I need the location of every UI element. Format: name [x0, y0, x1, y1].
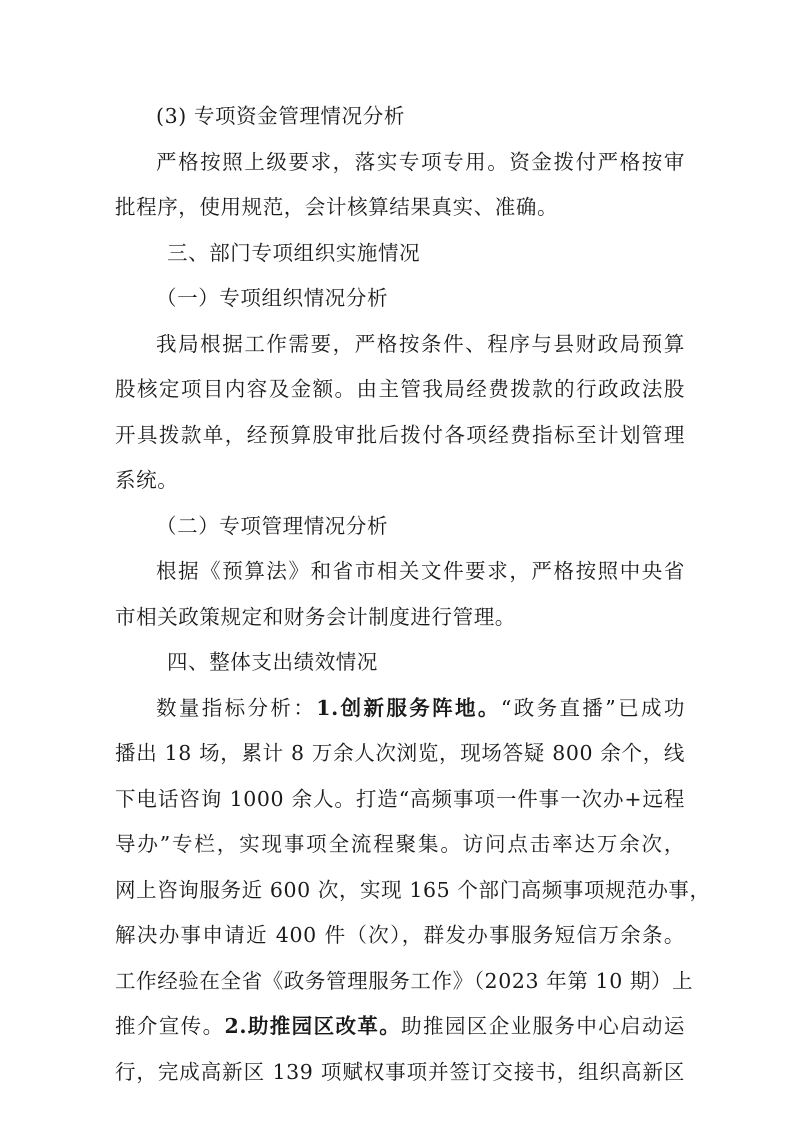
text-line: 根据《预算法》和省市相关文件要求，严格按照中央省 [156, 559, 685, 583]
text-line [115, 686, 685, 732]
text-line: 四、整体支出绩效情况 [167, 650, 378, 674]
text-line: （一）专项组织情况分析 [156, 286, 389, 310]
text-segment: 数量指标分析： [156, 695, 317, 720]
text-line: 下电话咨询 1000 余人。打造“高频事项一件事一次办+远程 [115, 786, 685, 811]
text-line: 工作经验在全省《政务管理服务工作》（2023 年第 10 期）上 [115, 968, 694, 993]
text-line: 市相关政策规定和财务会计制度进行管理。 [115, 604, 516, 629]
bold-heading-segment: 1.创新服务阵地。 [316, 695, 501, 720]
text-line: 行，完成高新区 139 项赋权事项并签订交接书，组织高新区 [115, 1059, 685, 1084]
text-line: (3) 专项资金管理情况分析 [156, 104, 405, 128]
text-line: 开具拨款单，经预算股审批后拨付各项经费指标至计划管理 [115, 422, 685, 447]
text-line: 批程序，使用规范，会计核算结果真实、准确。 [115, 195, 559, 219]
bold-heading-segment: 2.助推园区改革。 [224, 1014, 402, 1038]
text-line: 导办”专栏，实现事项全流程聚集。访问点击率达万余次， [115, 832, 685, 856]
text-line: 系统。 [115, 468, 179, 492]
text-line: 播出 18 场，累计 8 万余人次浏览，现场答疑 800 余个，线 [115, 741, 685, 765]
text-line: 股核定项目内容及金额。由主管我局经费拨款的行政政法股 [115, 377, 685, 401]
text-line [115, 1004, 685, 1050]
text-line: （二）专项管理情况分析 [156, 513, 389, 538]
document-body [115, 94, 711, 1095]
text-segment: 推介宣传。 [115, 1014, 225, 1038]
text-segment: 助推园区企业服务中心启动运 [401, 1014, 685, 1038]
text-line: 三、部门专项组织实施情况 [167, 240, 421, 265]
text-line: 严格按照上级要求，落实专项专用。资金拨付严格按审 [156, 149, 685, 174]
text-line: 我局根据工作需要，严格按条件、程序与县财政局预算 [156, 331, 685, 356]
text-line: 网上咨询服务近 600 次，实现 165 个部门高频事项规范办事， [115, 877, 711, 902]
text-segment: “政务直播”已成功 [500, 695, 685, 720]
text-line: 解决办事申请近 400 件（次），群发办事服务短信万余条。 [115, 923, 685, 947]
